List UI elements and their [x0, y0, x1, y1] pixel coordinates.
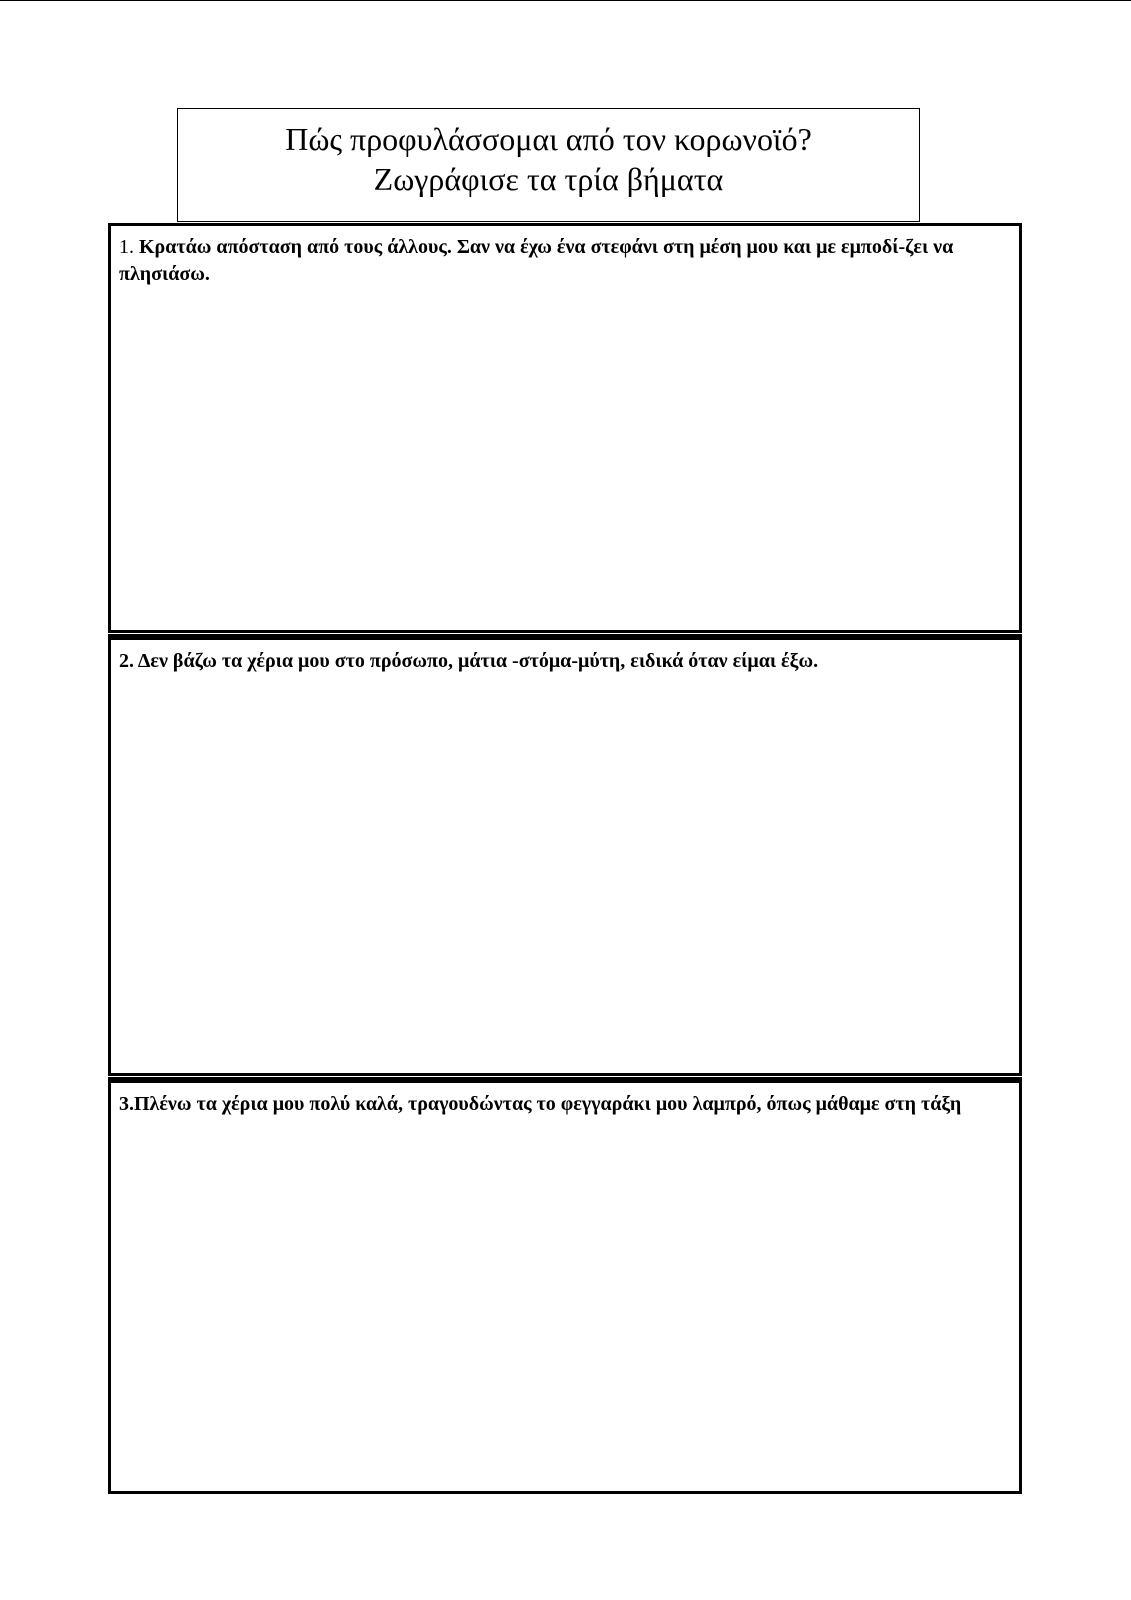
step-2-instruction	[119, 648, 1009, 675]
step-3-drawing-panel[interactable]	[108, 1077, 1022, 1494]
page-top-rule	[0, 0, 1131, 1]
step-2-text: 2. Δεν βάζω τα χέρια μου στο πρόσωπο, μάτια -στόμα-μύτη, ειδικά όταν είμαι έξω.	[119, 650, 819, 672]
worksheet-title-box	[177, 108, 920, 222]
worksheet-title-line-2: Ζωγράφισε τα τρία βήματα	[373, 161, 724, 197]
step-1-drawing-panel[interactable]	[108, 223, 1022, 633]
step-1-instruction	[119, 234, 1009, 288]
worksheet-title-line-1: Πώς προφυλάσσομαι από τον κορωνοϊό?	[285, 121, 812, 157]
step-3-instruction	[119, 1091, 1009, 1118]
step-3-text: 3.Πλένω τα χέρια μου πολύ καλά, τραγουδώντας το φεγγαράκι μου λαμπρό, όπως μάθαμε στη τάξη	[119, 1093, 962, 1115]
step-1-number: 1.	[119, 236, 134, 258]
step-2-drawing-panel[interactable]	[108, 634, 1022, 1076]
step-1-text: Κρατάω απόσταση από τους άλλους. Σαν να έχω ένα στεφάνι στη μέση μου και με εμποδί-ζει να πλησιάσω.	[119, 236, 954, 285]
